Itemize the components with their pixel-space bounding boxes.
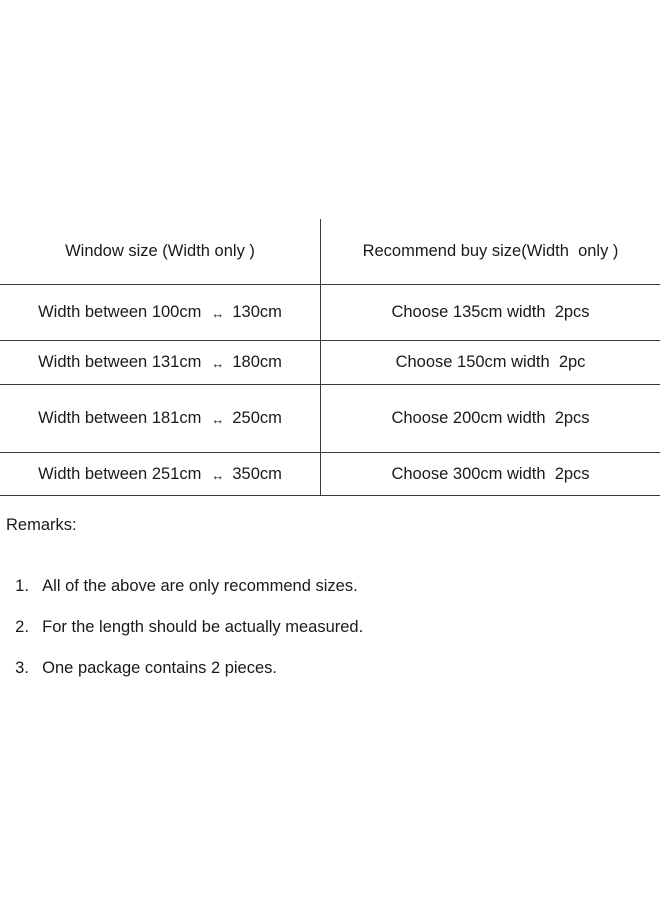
range-from: Width between 100cm [38,303,202,321]
remark-item [6,558,358,596]
header-window-size-label: Window size (Width only ) [65,242,255,260]
table-row-window-range [0,285,320,340]
remark-number: 3. [15,659,29,677]
double-arrow-icon: ↔ [211,306,225,321]
range-to: 250cm [232,409,282,427]
remark-text: All of the above are only recommend sizes. [42,577,358,595]
range-to: 350cm [232,464,282,483]
remark-item [6,640,277,678]
range-to: 180cm [232,353,282,371]
remark-text: For the length should be actually measured. [42,618,364,636]
range-from: Width between 131cm [38,353,202,371]
table-row-window-range [0,385,320,452]
double-arrow-icon: ↔ [211,356,225,371]
recommend-choice: Choose 135cm width 2pcs [391,303,590,321]
header-window-size [0,219,320,284]
header-recommend-size [321,219,660,284]
double-arrow-icon: ↔ [211,412,225,427]
recommend-choice: Choose 150cm width 2pc [395,353,586,371]
range-from: Width between 181cm [38,409,202,427]
table-divider [0,495,660,496]
remarks-title: Remarks: [6,516,77,534]
table-row-recommend [321,385,660,452]
table-row-recommend [321,285,660,340]
table-row-window-range [0,341,320,384]
range-from: Width between 251cm [38,464,202,483]
remark-number: 2. [15,618,29,636]
recommend-choice: Choose 300cm width 2pcs [391,464,590,483]
recommend-choice: Choose 200cm width 2pcs [391,409,590,427]
table-row-recommend [321,341,660,384]
table-row-recommend [321,453,660,495]
remark-text: One package contains 2 pieces. [42,659,277,677]
remark-number: 1. [15,577,29,595]
table-row-window-range [0,453,320,495]
range-to: 130cm [232,303,282,321]
header-recommend-size-label: Recommend buy size(Width only ) [362,242,619,260]
remark-item [6,599,363,637]
double-arrow-icon: ↔ [211,467,225,483]
